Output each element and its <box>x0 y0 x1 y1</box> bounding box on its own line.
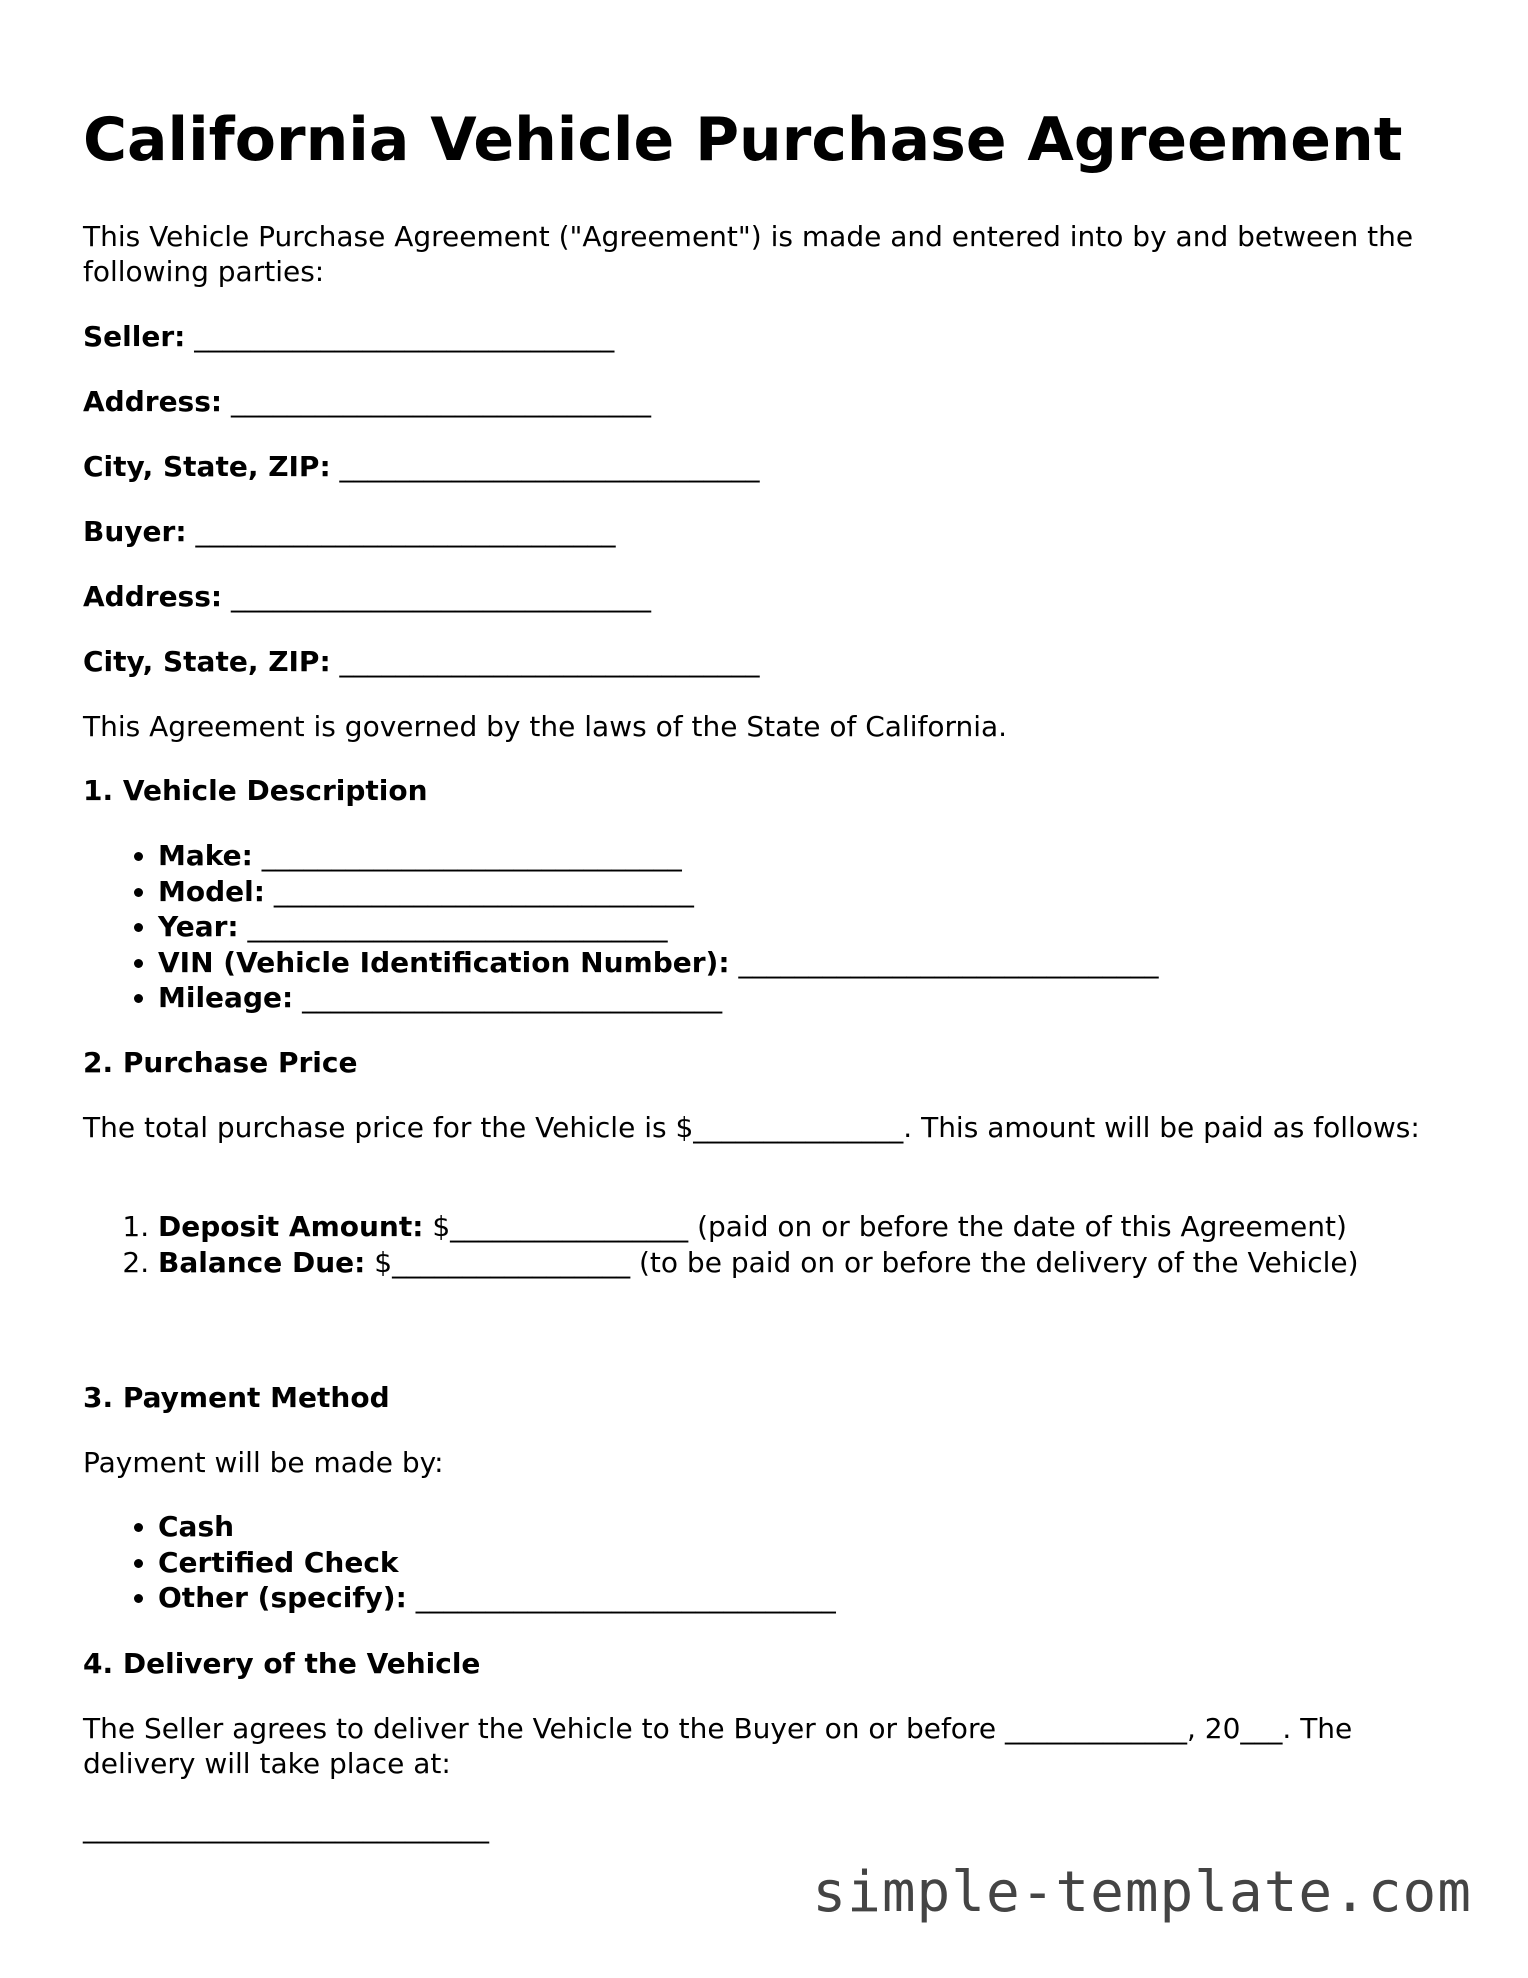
item-blank: ______________________________ <box>738 945 1159 979</box>
item-label: Certified Check <box>158 1545 399 1579</box>
payment-schedule-list <box>83 1209 1378 1280</box>
field-blank: ______________________________ <box>231 580 651 613</box>
purchase-price-text: The total purchase price for the Vehicle is $_______________. This amount will be paid as follows: <box>83 1111 1420 1144</box>
seller-field <box>83 319 614 354</box>
watermark: simple-template.com <box>812 1860 1472 1925</box>
item-label: VIN (Vehicle Identification Number): <box>158 945 730 979</box>
item-label: Balance Due: <box>158 1245 366 1279</box>
section-heading-purchase-price: 2. Purchase Price <box>83 1046 358 1079</box>
list-item <box>158 1509 836 1545</box>
field-label: Buyer: <box>83 515 187 548</box>
item-label: Cash <box>158 1510 235 1543</box>
list-item <box>158 1209 1378 1245</box>
field-label: City, State, ZIP: <box>83 450 331 483</box>
list-item <box>158 945 1158 981</box>
list-item <box>158 838 1158 874</box>
vehicle-description-list <box>83 838 1158 1016</box>
field-label: Address: <box>83 580 223 613</box>
item-blank: ______________________________ <box>302 981 723 1014</box>
item-blank: ______________________________ <box>247 910 668 943</box>
list-item <box>158 909 1158 945</box>
field-blank: ______________________________ <box>194 320 615 353</box>
item-label: Mileage: <box>158 981 294 1014</box>
list-item <box>158 874 1158 910</box>
item-blank: ______________________________ <box>415 1581 836 1614</box>
section-heading-payment-method: 3. Payment Method <box>83 1381 390 1414</box>
list-item <box>158 980 1158 1016</box>
field-blank: ______________________________ <box>195 515 616 548</box>
field-label: Seller: <box>83 320 186 353</box>
section-heading-delivery: 4. Delivery of the Vehicle <box>83 1647 481 1680</box>
item-blank: ______________________________ <box>261 839 682 872</box>
buyer-field <box>83 514 615 549</box>
list-item <box>158 1545 836 1581</box>
document-title: California Vehicle Purchase Agreement <box>83 105 1403 175</box>
list-item <box>158 1580 836 1616</box>
intro-paragraph: This Vehicle Purchase Agreement ("Agreement") is made and entered into by and between the following parties: <box>83 220 1414 288</box>
delivery-location-blank: _____________________________ <box>83 1811 489 1844</box>
field-blank: ______________________________ <box>339 450 760 483</box>
buyer-city-field <box>83 644 760 679</box>
field-label: Address: <box>83 385 223 418</box>
item-blank: ______________________________ <box>273 874 694 908</box>
payment-method-text: Payment will be made by: <box>83 1446 444 1479</box>
item-text: $_________________ (paid on or before the date of this Agreement) <box>432 1210 1347 1243</box>
item-label: Deposit Amount: <box>158 1210 424 1243</box>
payment-method-list <box>83 1509 836 1616</box>
governing-law-text: This Agreement is governed by the laws of the State of California. <box>83 710 1008 743</box>
item-label: Year: <box>158 910 239 943</box>
seller-address-field <box>83 384 651 419</box>
item-text: $_________________ (to be paid on or before the delivery of the Vehicle) <box>374 1245 1359 1279</box>
item-label: Make: <box>158 839 253 872</box>
buyer-address-field <box>83 579 651 614</box>
field-blank: ______________________________ <box>231 385 651 418</box>
list-item <box>158 1245 1378 1281</box>
item-label: Model: <box>158 874 265 908</box>
seller-city-field <box>83 449 760 484</box>
field-blank: ______________________________ <box>339 645 760 678</box>
section-heading-vehicle-description: 1. Vehicle Description <box>83 774 428 807</box>
field-label: City, State, ZIP: <box>83 645 331 678</box>
item-label: Other (specify): <box>158 1581 407 1614</box>
delivery-text: The Seller agrees to deliver the Vehicle to the Buyer on or before _____________, 20___. The delivery will take place at: <box>83 1712 1353 1780</box>
